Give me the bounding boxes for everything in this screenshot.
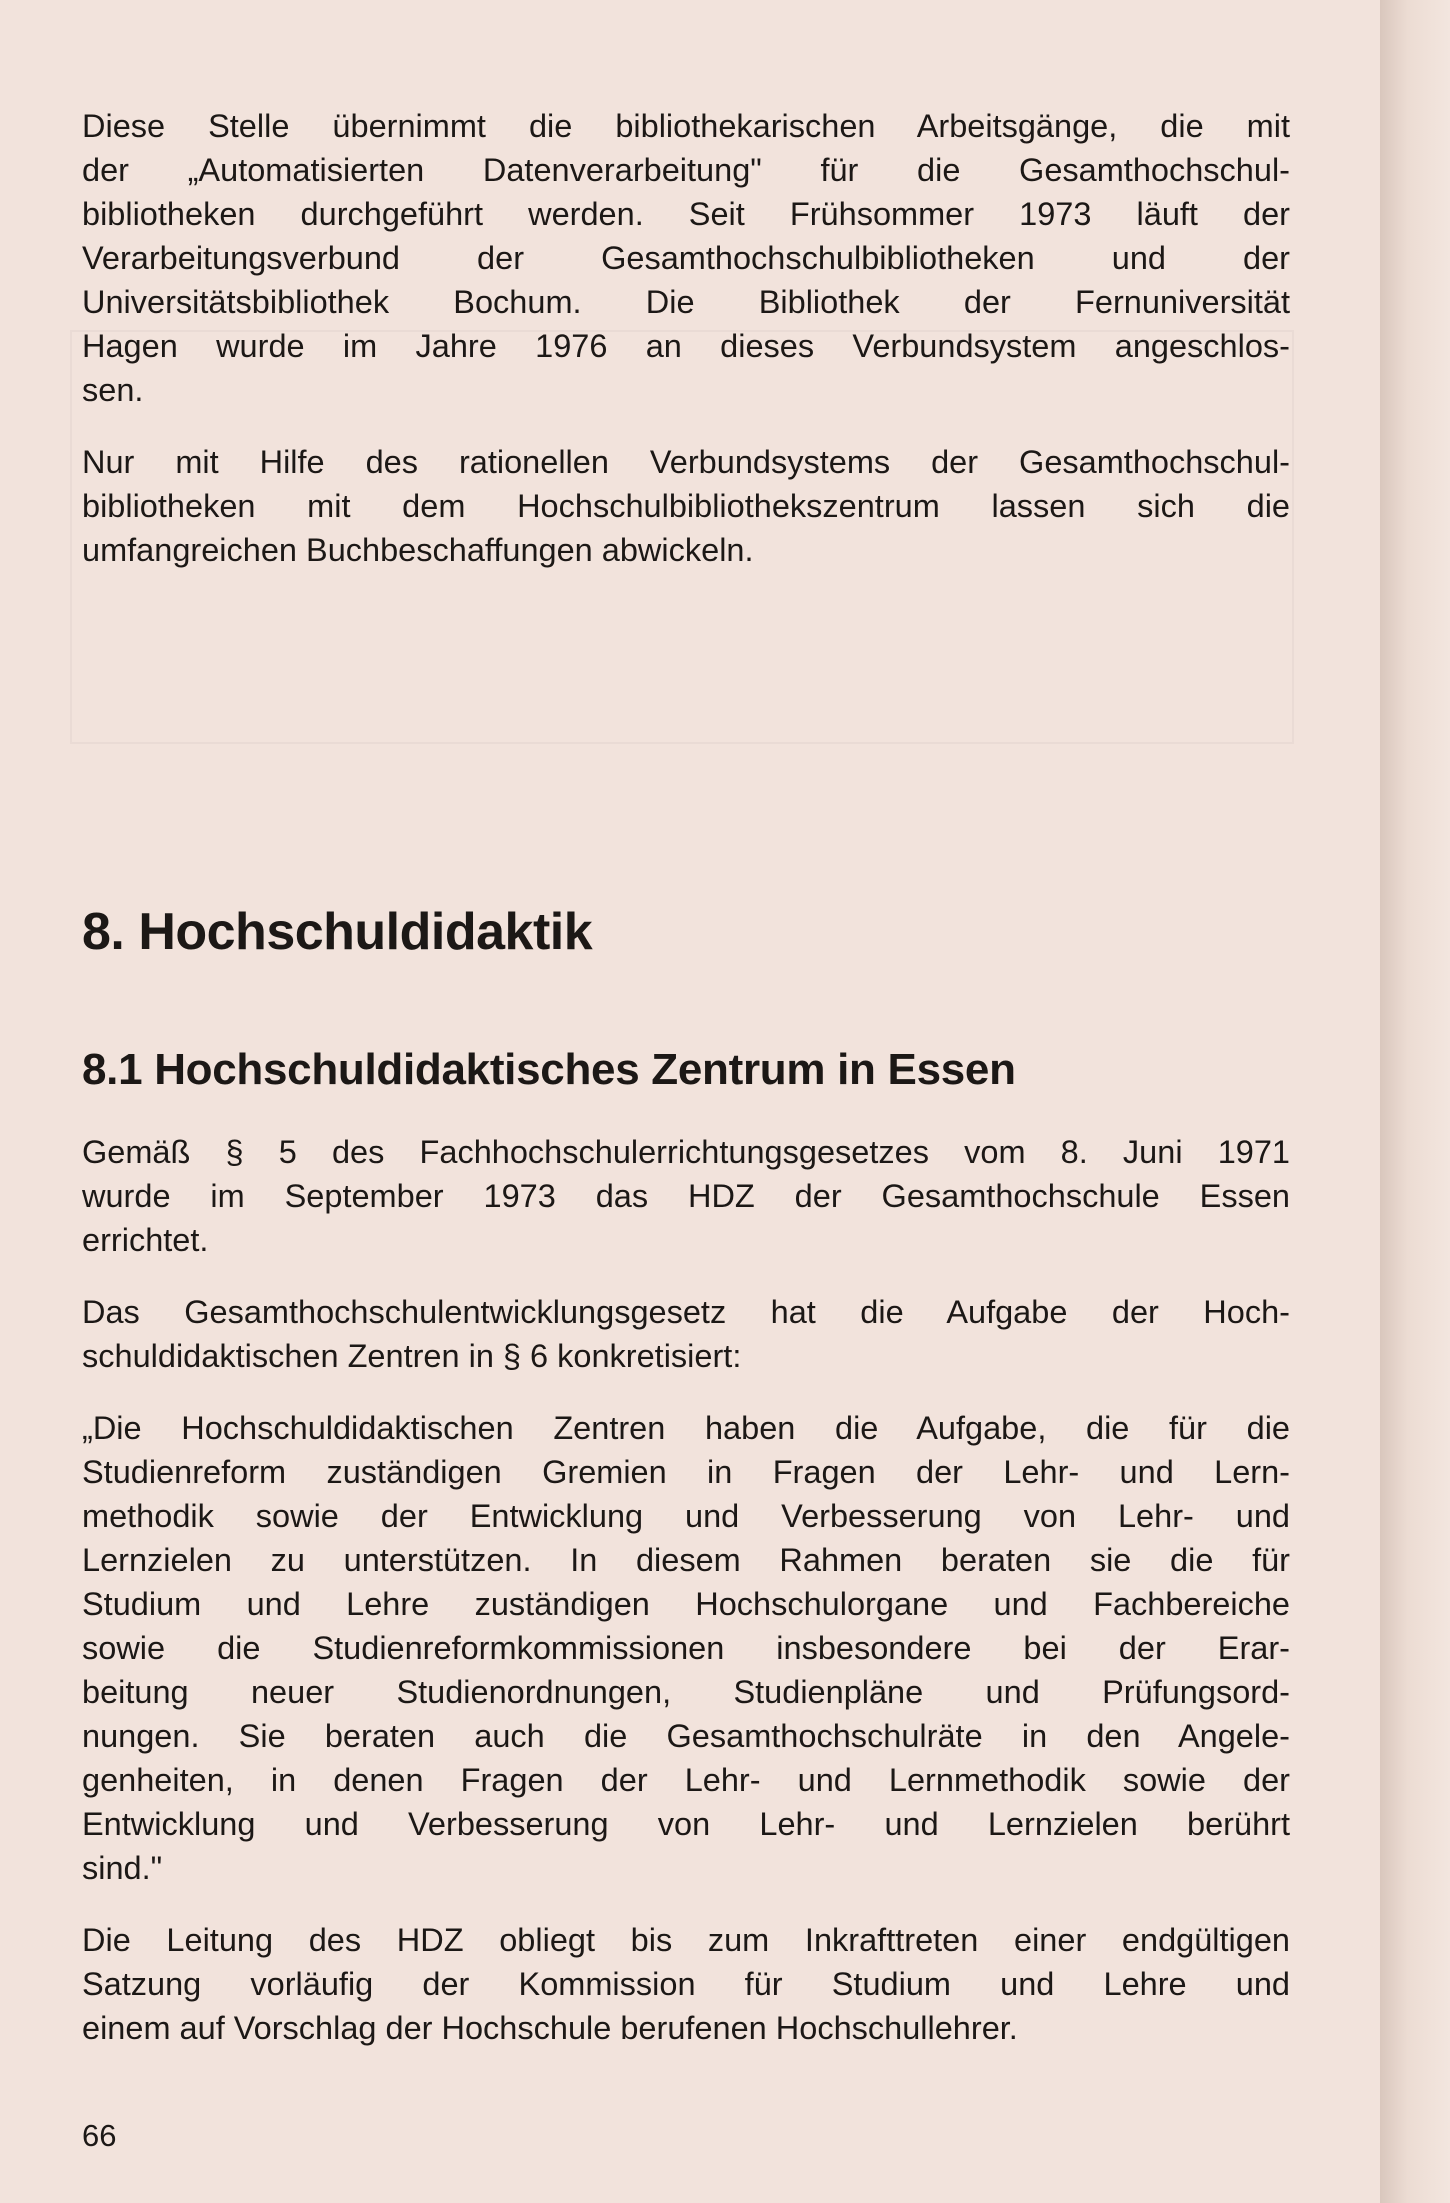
text-line: schuldidaktischen Zentren in § 6 konkretisiert: bbox=[82, 1338, 742, 1374]
text-line: Die Leitung des HDZ obliegt bis zum Inkrafttreten einer endgültigen bbox=[82, 1922, 1290, 1958]
text-line: genheiten, in denen Fragen der Lehr- und Lernmethodik sowie der bbox=[82, 1762, 1290, 1798]
section-text bbox=[82, 1130, 1290, 2050]
page-edge bbox=[1380, 0, 1450, 2203]
text-line: Nur mit Hilfe des rationellen Verbundsystems der Gesamthochschul- bbox=[82, 444, 1290, 480]
text-line: einem auf Vorschlag der Hochschule berufenen Hochschullehrer. bbox=[82, 2010, 1018, 2046]
intro-paragraph-2 bbox=[82, 440, 1290, 572]
text-line: Studium und Lehre zuständigen Hochschulorgane und Fachbereiche bbox=[82, 1586, 1290, 1622]
text-line: Verarbeitungsverbund der Gesamthochschulbibliotheken und der bbox=[82, 240, 1290, 276]
text-line: bibliotheken durchgeführt werden. Seit Frühsommer 1973 läuft der bbox=[82, 196, 1290, 232]
text-line: sen. bbox=[82, 372, 144, 408]
text-line: Hagen wurde im Jahre 1976 an dieses Verbundsystem angeschlos- bbox=[82, 328, 1290, 364]
intro-text bbox=[82, 104, 1290, 572]
text-line: umfangreichen Buchbeschaffungen abwickeln. bbox=[82, 532, 754, 568]
section-heading: 8. Hochschuldidaktik bbox=[82, 903, 593, 961]
subsection-heading: 8.1 Hochschuldidaktisches Zentrum in Essen bbox=[82, 1045, 1016, 1094]
text-line: Gemäß § 5 des Fachhochschulerrichtungsgesetzes vom 8. Juni 1971 bbox=[82, 1134, 1290, 1170]
section-paragraph-2 bbox=[82, 1290, 1290, 1378]
text-line: wurde im September 1973 das HDZ der Gesamthochschule Essen bbox=[82, 1178, 1290, 1214]
section-paragraph-3 bbox=[82, 1918, 1290, 2050]
text-line: sind." bbox=[82, 1850, 163, 1886]
text-line: Studienreform zuständigen Gremien in Fragen der Lehr- und Lern- bbox=[82, 1454, 1290, 1490]
text-line: „Die Hochschuldidaktischen Zentren haben die Aufgabe, die für die bbox=[82, 1410, 1290, 1446]
text-line: sowie die Studienreformkommissionen insbesondere bei der Erar- bbox=[82, 1630, 1290, 1666]
text-line: beitung neuer Studienordnungen, Studienpläne und Prüfungsord- bbox=[82, 1674, 1290, 1710]
text-line: bibliotheken mit dem Hochschulbibliothekszentrum lassen sich die bbox=[82, 488, 1290, 524]
text-line: Universitätsbibliothek Bochum. Die Bibliothek der Fernuniversität bbox=[82, 284, 1290, 320]
text-line: Satzung vorläufig der Kommission für Studium und Lehre und bbox=[82, 1966, 1290, 2002]
text-line: der „Automatisierten Datenverarbeitung" für die Gesamthochschul- bbox=[82, 152, 1290, 188]
text-line: Das Gesamthochschulentwicklungsgesetz hat die Aufgabe der Hoch- bbox=[82, 1294, 1290, 1330]
section-paragraph-1 bbox=[82, 1130, 1290, 1262]
text-line: methodik sowie der Entwicklung und Verbesserung von Lehr- und bbox=[82, 1498, 1290, 1534]
law-quote bbox=[82, 1406, 1290, 1890]
page-number: 66 bbox=[82, 2118, 117, 2153]
text-line: errichtet. bbox=[82, 1222, 209, 1258]
text-line: Entwicklung und Verbesserung von Lehr- und Lernzielen berührt bbox=[82, 1806, 1290, 1842]
text-line: Diese Stelle übernimmt die bibliothekarischen Arbeitsgänge, die mit bbox=[82, 108, 1290, 144]
text-line: nungen. Sie beraten auch die Gesamthochschulräte in den Angele- bbox=[82, 1718, 1290, 1754]
text-line: Lernzielen zu unterstützen. In diesem Rahmen beraten sie die für bbox=[82, 1542, 1290, 1578]
intro-paragraph-1 bbox=[82, 104, 1290, 412]
